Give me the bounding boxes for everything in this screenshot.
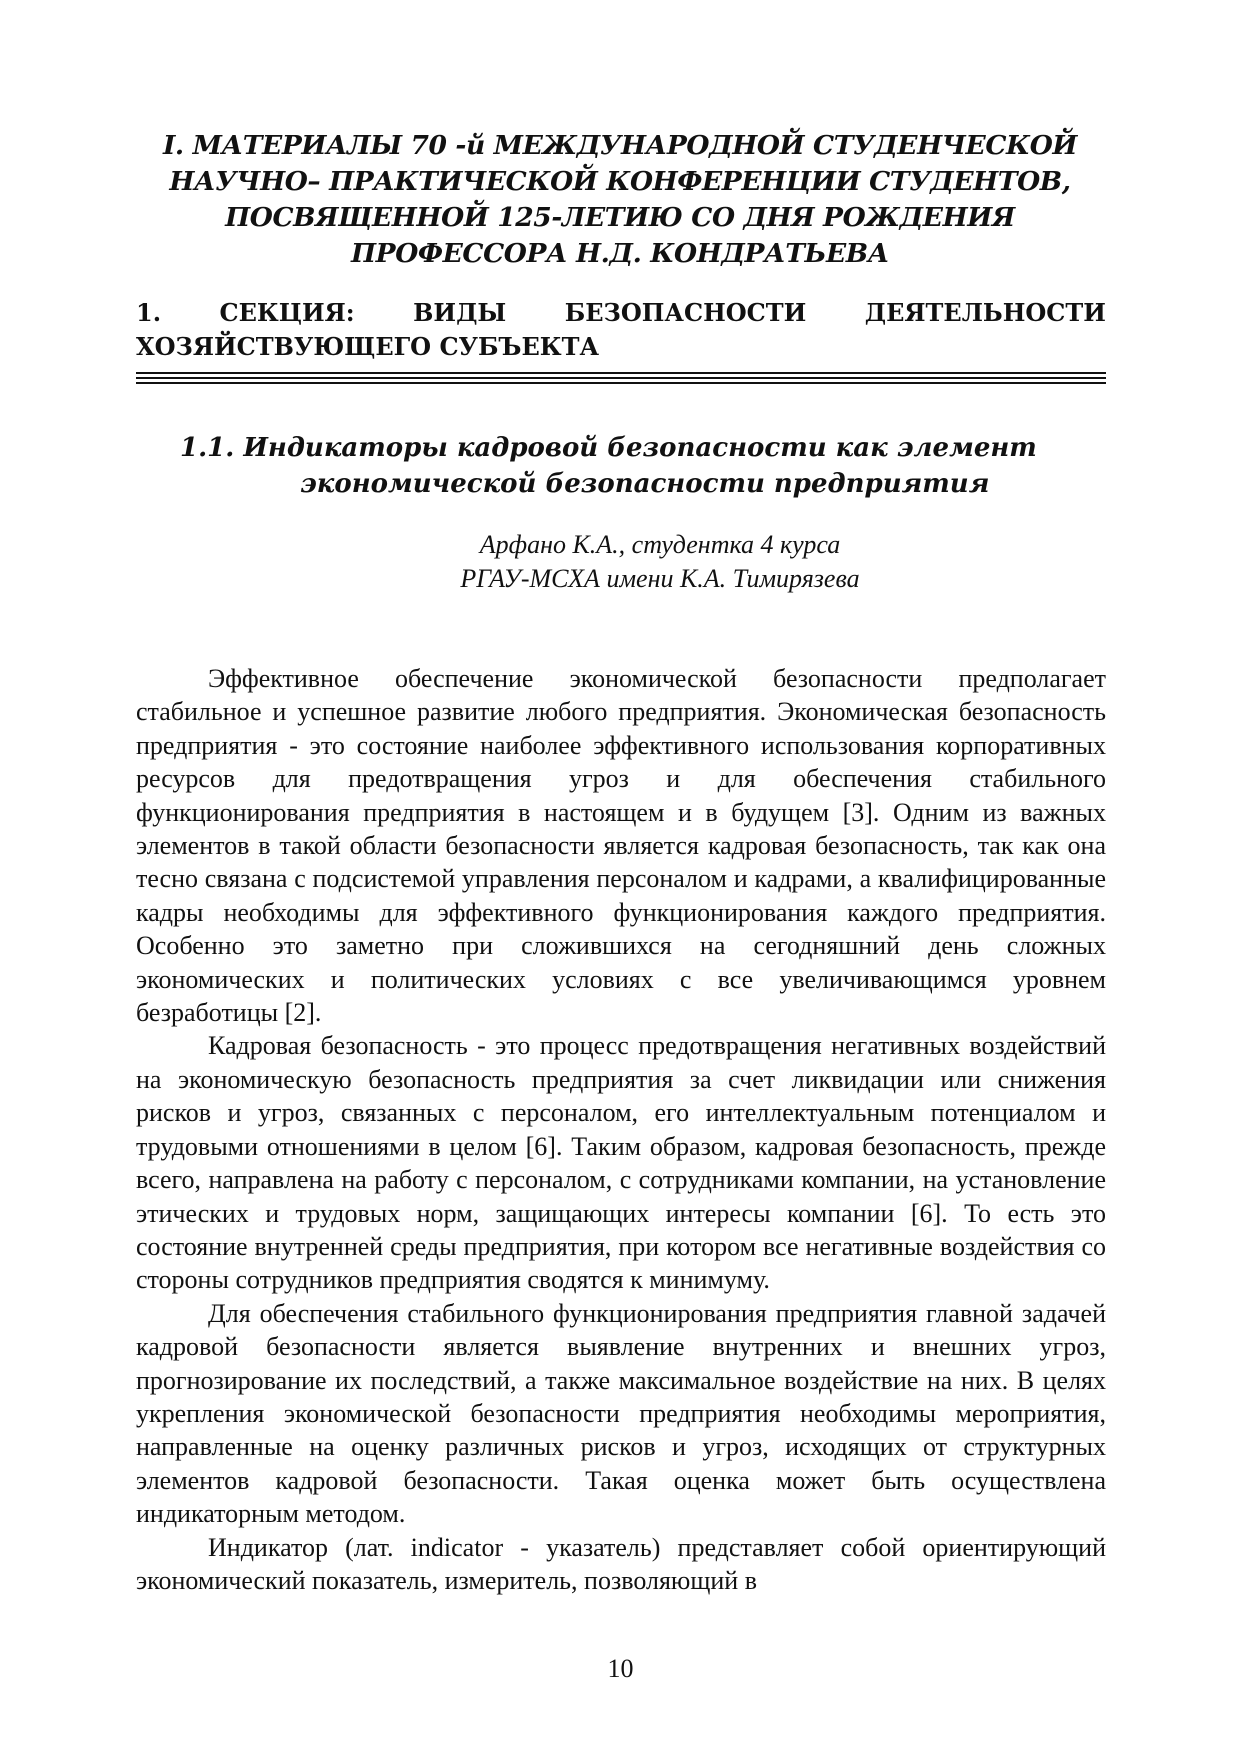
article-title [160,430,1090,502]
part-title [130,128,1110,272]
section-title-line-1 [136,296,1106,330]
section-title-line-2: ХОЗЯЙСТВУЮЩЕГО СУБЪЕКТА [136,332,600,361]
paragraph-2: Кадровая безопасность - это процесс предотвращения негативных воздействий на экономическую безопасность предприятия за счет ликвидации или снижения рисков и угроз, связанных с персоналом, его интеллектуальным потенциалом и трудовыми отношениями в целом [6]. Таким образом, кадровая безопасность, прежде всего, направлена на работу с персоналом, с сотрудниками компании, на установление этических и трудовых норм, защищающих интересы компании [6]. То есть это состояние внутренней среды предприятия, при котором все негативные воздействия со стороны сотрудников предприятия сводятся к минимуму. [136,1031,1106,1295]
section-number: 1. [136,298,162,327]
divider-rule-3 [136,382,1106,384]
part-title-line-2: НАУЧНО– ПРАКТИЧЕСКОЙ КОНФЕРЕНЦИИ СТУДЕНТОВ, [169,166,1071,197]
page-number: 10 [607,1654,634,1683]
section-title [136,296,1106,364]
author-affiliation: РГАУ-МСХА имени К.А. Тимирязева [460,564,860,593]
article-title-line-2: экономической безопасности предприятия [300,469,990,499]
author-block [300,528,1020,596]
section-word-4: БЕЗОПАСНОСТИ [564,298,807,327]
author-name: Арфано К.А., студентка 4 курса [479,530,841,559]
section-word-5: ДЕЯТЕЛЬНОСТИ [864,298,1106,327]
body-text [136,662,1106,1597]
paragraph-3: Для обеспечения стабильного функционирования предприятия главной задачей кадровой безопасности является выявление внутренних и внешних угроз, прогнозирование их последствий, а также максимальное воздействие на них. В целях укрепления экономической безопасности предприятия необходимы мероприятия, направленные на оценку различных рисков и угроз, исходящих от структурных элементов кадровой безопасности. Такая оценка может быть осуществлена индикаторным методом. [136,1298,1106,1529]
section-word-3: ВИДЫ [413,298,507,327]
paragraph-4: Индикатор (лат. indicator - указатель) представляет собой ориентирующий экономический показатель, измеритель, позволяющий в [136,1532,1106,1595]
part-title-line-1: I. МАТЕРИАЛЫ 70 -й МЕЖДУНАРОДНОЙ СТУДЕНЧЕСКОЙ [162,130,1078,161]
paragraph-1: Эффективное обеспечение экономической безопасности предполагает стабильное и успешное развитие любого предприятия. Экономическая безопасность предприятия - это состояние наиболее эффективного использования корпоративных ресурсов для предотвращения угроз и для обеспечения стабильного функционирования предприятия в настоящем и в будущем [3]. Одним из важных элементов в такой области безопасности является кадровая безопасность, так как она тесно связана с подсистемой управления персоналом и кадрами, а квалифицированные кадры необходимы для эффективного функционирования каждого предприятия. Особенно это заметно при сложившихся на сегодняшний день сложных экономических и политических условиях с все увеличивающимся уровнем безработицы [2]. [136,664,1106,1028]
divider-rule-1 [136,372,1106,374]
part-title-line-4: ПРОФЕССОРА Н.Д. КОНДРАТЬЕВА [351,238,889,269]
divider-rule-2 [136,377,1106,379]
article-title-line-1: 1.1. Индикаторы кадровой безопасности как элемент [180,433,1037,463]
part-title-line-3: ПОСВЯЩЕННОЙ 125-ЛЕТИЮ СО ДНЯ РОЖДЕНИЯ [225,202,1015,233]
section-word-2: СЕКЦИЯ: [219,298,355,327]
